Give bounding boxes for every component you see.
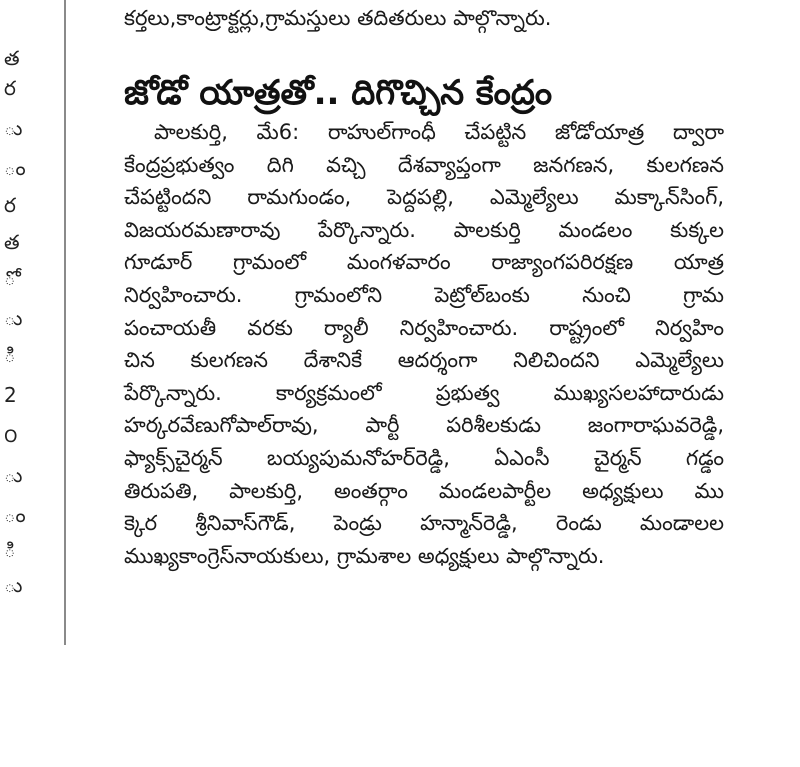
article-headline: జోడో యాత్రతో.. దిగొచ్చిన కేంద్రం — [124, 72, 553, 113]
column-fragment: ర — [4, 76, 16, 100]
adjacent-column-fragments — [0, 0, 40, 640]
column-fragment: ి — [4, 343, 16, 367]
body-line: చేపట్టిందని రామగుండం, పెద్దపల్లి, ఎమ్మెల్యేలు మక్కాన్‌సింగ్, — [124, 185, 724, 210]
column-fragment: ో — [4, 266, 16, 290]
body-line: పంచాయతీ వరకు ర్యాలీ నిర్వహించారు. రాష్ట్రంలో నిర్వహిం — [124, 315, 724, 340]
column-fragment: ౦ — [4, 423, 18, 447]
body-line: కేంద్రప్రభుత్వం దిగి వచ్చి దేశవ్యాప్తంగా జనగణన, కులగణన — [124, 152, 724, 177]
body-line: విజయరమణారావు పేర్కొన్నారు. పాలకుర్తి మండలం కుక్కల — [124, 217, 724, 242]
column-divider — [64, 0, 66, 645]
body-line: పేర్కొన్నారు. కార్యక్రమంలో ప్రభుత్వ ముఖ్యసలహాదారుడు — [124, 380, 724, 405]
column-fragment: 2 — [4, 383, 17, 407]
column-fragment: ు — [4, 573, 23, 597]
previous-article-closing-line: కర్తలు,కాంట్రాక్టర్లు,గ్రామస్తులు తదితరులు పాల్గొన్నారు. — [124, 6, 552, 30]
body-line: తిరుపతి, పాలకుర్తి, అంతర్గాం మండలపార్టీల అధ్యక్షులు ము — [124, 478, 724, 503]
column-fragment: ి — [4, 538, 16, 562]
body-line: నిర్వహించారు. గ్రామంలోని పెట్రోల్‌బంకు నుంచి గ్రామ — [124, 282, 724, 307]
body-line: ముఖ్యకాంగ్రెస్‌నాయకులు, గ్రామశాల అధ్యక్షులు పాల్గొన్నారు. — [124, 543, 605, 568]
body-line: ఫ్యాక్స్‌చైర్మన్ బయ్యపుమనోహర్‌రెడ్డి, ఏఎంసీ చైర్మన్ గడ్డం — [124, 445, 724, 470]
body-line: క్కెర శ్రీనివాస్‌గౌడ్, పెండ్రు హన్మాన్‌రెడ్డి, రెండు మండాలల — [124, 511, 724, 536]
column-fragment: త — [4, 230, 20, 254]
column-fragment: ం — [4, 503, 26, 527]
body-line: హర్కరవేణుగోపాల్‌రావు, పార్టీ పరిశీలకుడు జంగారాఘవరెడ్డి, — [124, 413, 724, 438]
column-fragment: త — [4, 46, 20, 70]
column-fragment: ు — [4, 116, 23, 140]
column-fragment: ు — [4, 306, 23, 330]
body-line: చిన కులగణన దేశానికే ఆదర్శంగా నిలిచిందని ఎమ్మెల్యేలు — [124, 348, 724, 373]
column-fragment: ర — [4, 193, 16, 217]
body-line: గూడూర్ గ్రామంలో మంగళవారం రాజ్యాంగపరిరక్షణ యాత్ర — [124, 250, 724, 275]
article-body — [124, 116, 724, 572]
column-fragment: ు — [4, 463, 23, 487]
column-fragment: ం — [4, 156, 26, 180]
body-line: పాలకుర్తి, మే6: రాహుల్‌గాంధీ చేపట్టిన జోడోయాత్ర ద్వారా — [154, 120, 724, 144]
